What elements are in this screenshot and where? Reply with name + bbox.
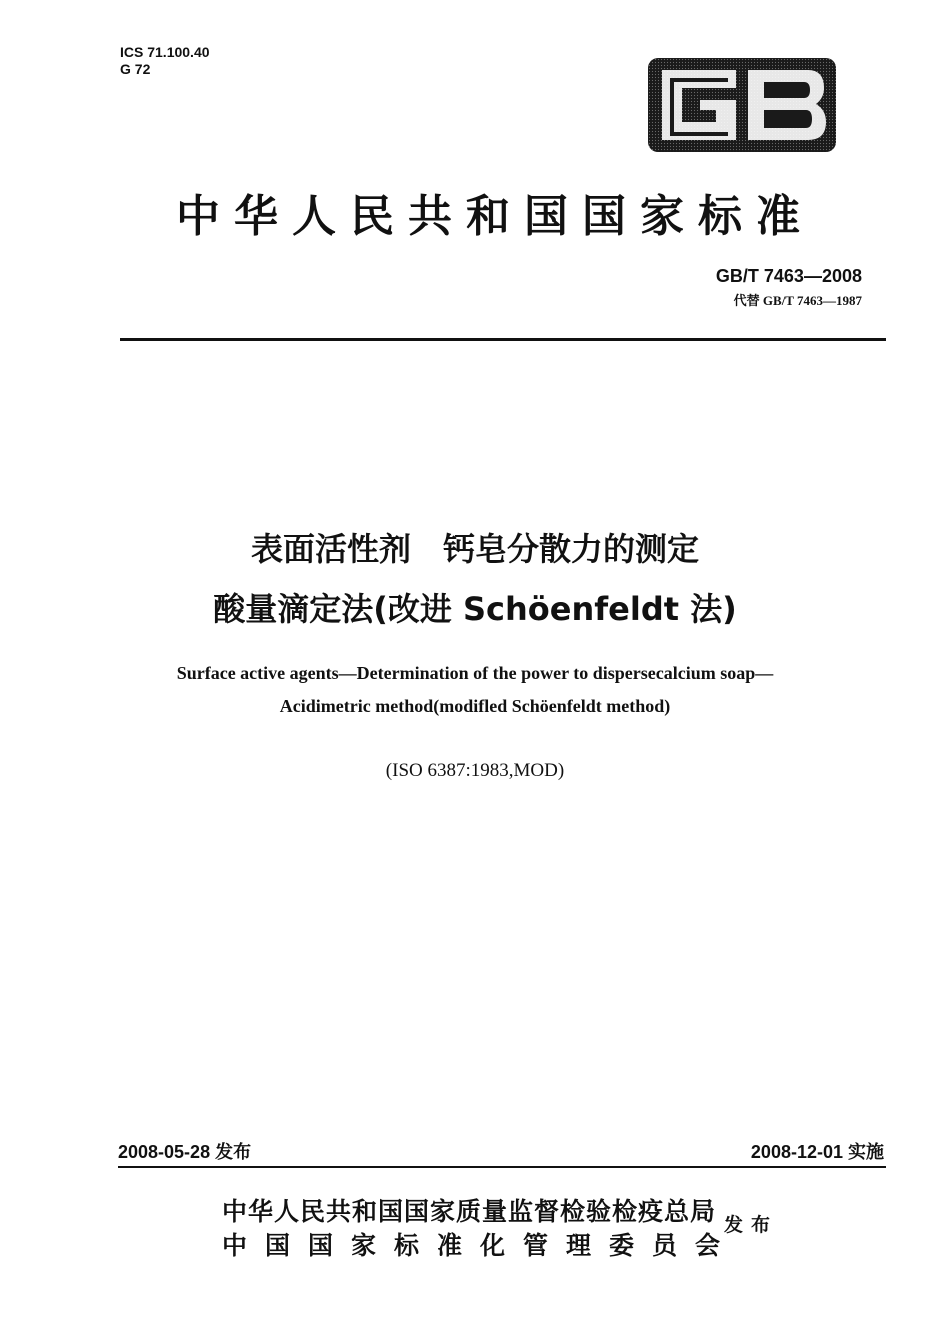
replaced-standard: 代替 GB/T 7463—1987 [733, 293, 862, 308]
iso-reference: (ISO 6387:1983,MOD) [385, 760, 565, 781]
gb-logo [648, 58, 836, 152]
issue-action: 发布 [724, 1214, 779, 1236]
english-title-line1: Surface active agents—Determination of the power to dispersecalcium soap— [176, 663, 774, 683]
english-title-line2: Acidimetric method(modifled Schöenfeldt method) [279, 696, 671, 716]
effective-date: 2008-12-01 实施 [750, 1142, 884, 1162]
ccs-code: G 72 [120, 61, 151, 77]
chinese-title-line1: 表面活性剂 钙皂分散力的测定 [250, 530, 699, 568]
publish-date: 2008-05-28 发布 [118, 1142, 252, 1162]
issuer-line1: 中华人民共和国国家质量监督检验检疫总局 [222, 1197, 717, 1226]
standard-title: 中华人民共和国国家标准 [176, 191, 814, 242]
ics-code: ICS 71.100.40 [120, 44, 210, 60]
footer-divider [118, 1166, 886, 1168]
chinese-title-line2: 酸量滴定法(改进 Schöenfeldt 法) [213, 590, 737, 628]
header-divider [120, 338, 886, 341]
classification-codes [120, 44, 210, 78]
issuer-line2: 中国国家标准化管理委员会 [222, 1231, 739, 1260]
standard-number: GB/T 7463—2008 [715, 266, 862, 286]
